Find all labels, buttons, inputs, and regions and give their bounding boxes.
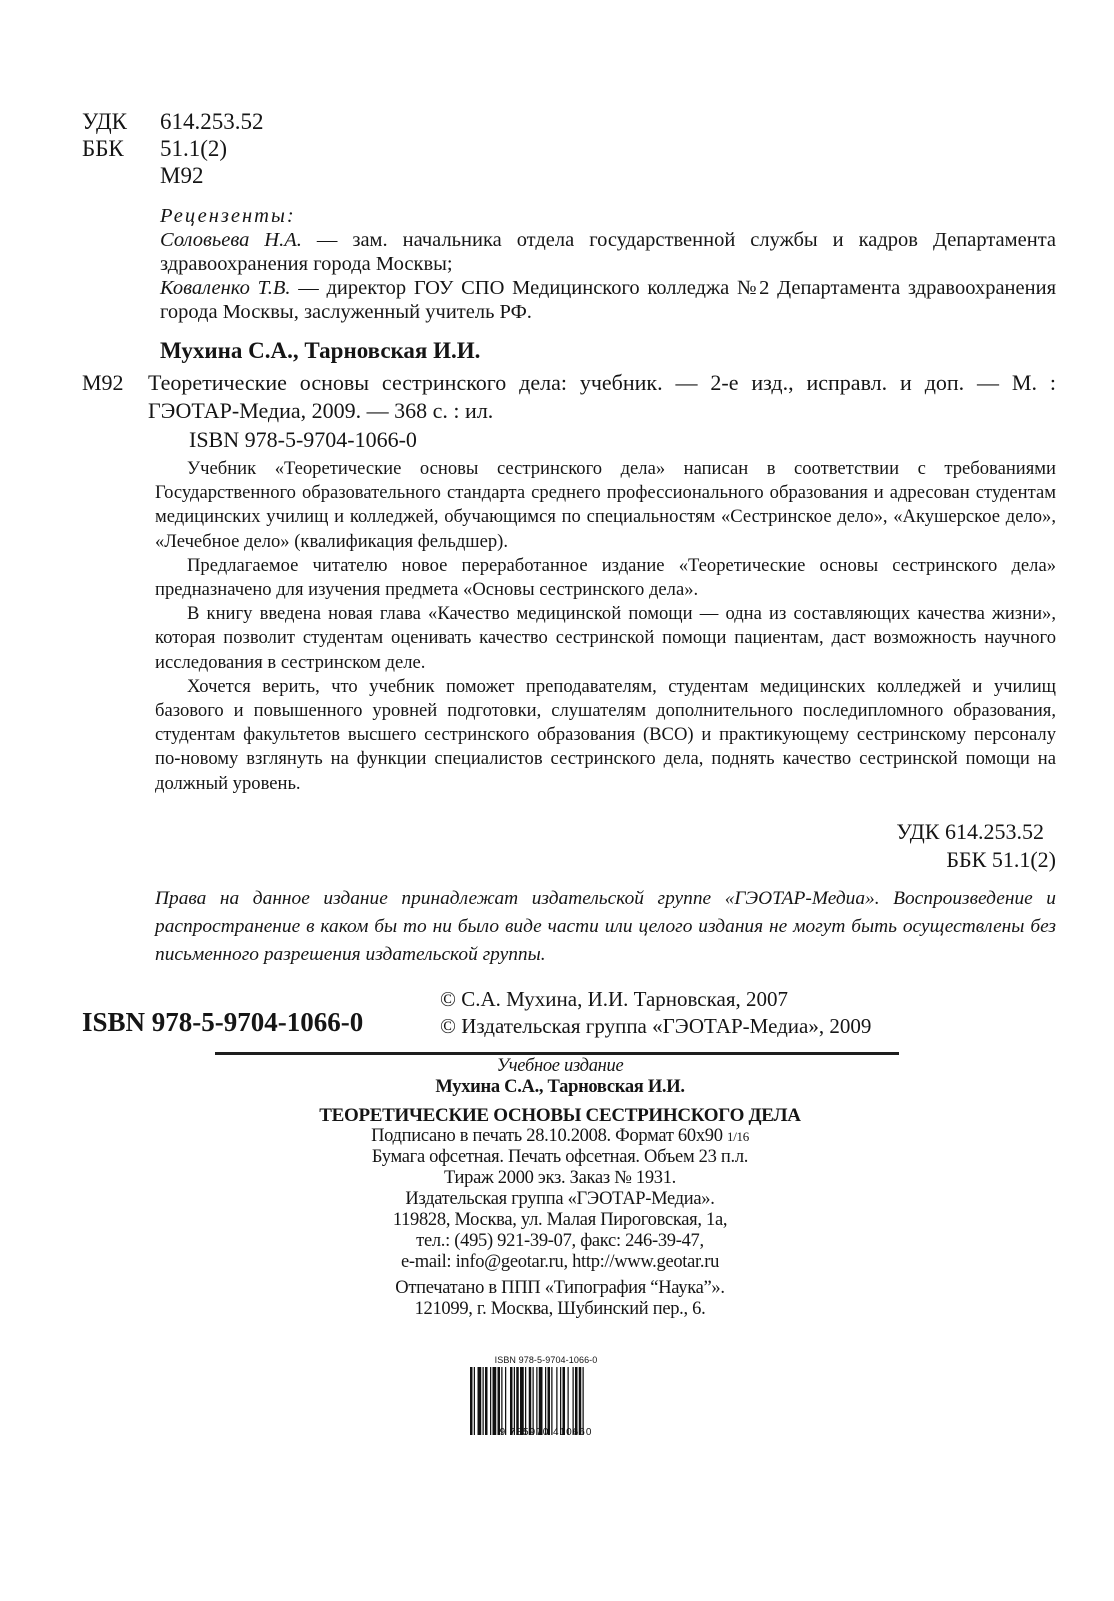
reviewer-name: Соловьева Н.А.	[160, 229, 302, 251]
reviewer-description: — зам. начальника отдела государственной службы и кадров Департамента здравоохранения города Москвы;	[160, 229, 1056, 275]
barcode-bar	[579, 1367, 582, 1435]
barcode-bar	[575, 1367, 578, 1435]
copyright-block	[440, 986, 871, 1040]
divider-line	[215, 1052, 899, 1055]
barcode-bar	[539, 1367, 543, 1435]
isbn-barcode	[468, 1355, 624, 1451]
publisher-name: Издательская группа «ГЭОТАР-Медиа».	[405, 1189, 715, 1209]
bbk-label: ББК	[82, 136, 124, 161]
barcode-isbn-text: ISBN 978-5-9704-1066-0	[494, 1355, 598, 1365]
colophon	[260, 1056, 860, 1320]
barcode-bar	[548, 1367, 551, 1435]
copyright-authors: © С.А. Мухина, И.И. Тарновская, 2007	[440, 987, 788, 1011]
format-fraction: 1/16	[727, 1129, 749, 1144]
rights-notice: Права на данное издание принадлежат издательской группе «ГЭОТАР-Медиа». Воспроизведение и распространение в каком бы то ни было виде части или целого издания не могут быть осуществлены без письменного разрешения издательской группы.	[155, 888, 1056, 965]
barcode-number: 9 785970 410660	[499, 1427, 593, 1438]
barcode-bar	[514, 1367, 515, 1435]
biblio-isbn: ISBN 978-5-9704-1066-0	[189, 427, 417, 452]
authors-heading: Мухина С.А., Тарновская И.И.	[160, 338, 481, 363]
biblio-author-mark: М92	[82, 370, 124, 395]
classification-codes	[82, 108, 264, 189]
barcode-bar	[583, 1367, 584, 1435]
barcode-image	[468, 1365, 624, 1451]
reviewers-block	[160, 204, 1056, 324]
reviewers-title: Рецензенты:	[160, 205, 296, 227]
print-run: Тираж 2000 экз. Заказ № 1931.	[443, 1168, 676, 1188]
barcode-bar	[560, 1367, 561, 1435]
publisher-phones: тел.: (495) 921-39-07, факс: 246-39-47,	[416, 1231, 704, 1251]
barcode-bar	[573, 1367, 574, 1435]
reviewer-name: Коваленко Т.В.	[160, 277, 291, 299]
bbk-row	[82, 135, 264, 162]
biblio-description: Теоретические основы сестринского дела: учебник. — 2-е изд., исправл. и доп. — М. : ГЭОТАР-Медиа, 2009. — 368 с. : ил.	[148, 370, 1056, 423]
bbk-value: 51.1(2)	[160, 136, 228, 161]
printed-at: Отпечатано в ППП «Типография “Наука”».	[395, 1278, 725, 1298]
barcode-bar	[483, 1367, 484, 1435]
barcode-bar	[510, 1367, 513, 1435]
colophon-authors: Мухина С.А., Тарновская И.И.	[435, 1077, 685, 1097]
barcode-bar	[525, 1367, 526, 1435]
barcode-bar	[478, 1367, 482, 1435]
signed-text: Подписано в печать 28.10.2008. Формат 60х90	[371, 1126, 728, 1146]
barcode-bar	[536, 1367, 537, 1435]
annotation	[155, 457, 1056, 796]
udk-row	[82, 108, 264, 135]
annotation-paragraph: Хочется верить, что учебник поможет преподавателям, студентам медицинских колледжей и училищ базового и повышенного уровней подготовки, слушателям дополнительного последипломного образования, студентам факультетов высшего сестринского образования (ВСО) и практикующему сестринскому персоналу по-новому взглянуть на функции специалистов сестринского дела, поднять качество сестринской помощи на должный уровень.	[155, 675, 1056, 794]
printer-address: 121099, г. Москва, Шубинский пер., 6.	[414, 1299, 706, 1319]
barcode-bar	[490, 1367, 491, 1435]
barcode-bar	[520, 1367, 524, 1435]
paper-info: Бумага офсетная. Печать офсетная. Объем 23 п.л.	[371, 1147, 749, 1167]
barcode-bar	[474, 1367, 475, 1435]
barcode-bar	[505, 1367, 506, 1435]
author-mark: М92	[160, 163, 204, 188]
udk-label: УДК	[82, 109, 127, 134]
barcode-bar	[529, 1367, 532, 1435]
barcode-bar	[568, 1367, 569, 1435]
annotation-paragraph: Учебник «Теоретические основы сестринского дела» написан в соответствии с требованиями Государственного образовательного стандарта среднего профессионального образования и адресован студентам медицинских училищ и колледжей, обучающимся по специальностям «Сестринское дело», «Акушерское дело», «Лечебное дело» (квалификация фельдшер).	[155, 458, 1056, 552]
barcode-bar	[545, 1367, 546, 1435]
barcode-bar	[485, 1367, 488, 1435]
barcode-bar	[516, 1367, 519, 1435]
publisher-contacts: e-mail: info@geotar.ru, http://www.geotar.ru	[400, 1252, 720, 1272]
reviewer-entry	[160, 228, 1056, 276]
publisher-address: 119828, Москва, ул. Малая Пироговская, 1а,	[392, 1210, 728, 1230]
udk-value: 614.253.52	[160, 109, 264, 134]
edition-kind: Учебное издание	[496, 1056, 624, 1076]
bibliographic-record	[82, 369, 1056, 452]
reviewer-entry	[160, 276, 1056, 324]
copyright-publisher: © Издательская группа «ГЭОТАР-Медиа», 2009	[440, 1014, 872, 1038]
barcode-bar	[563, 1367, 566, 1435]
isbn-main: ISBN 978-5-9704-1066-0	[82, 1007, 364, 1037]
classification-repeat	[896, 818, 1056, 874]
annotation-paragraph: Предлагаемое читателю новое переработанное издание «Теоретические основы сестринского дела» предназначено для изучения предмета «Основы сестринского дела».	[155, 554, 1056, 601]
annotation-paragraph: В книгу введена новая глава «Качество медицинской помощи — одна из составляющих качества жизни», которая позволит студентам оценивать качество сестринской помощи пациентам, даст возможность научного исследования в сестринском деле.	[155, 603, 1056, 673]
reviewer-description: — директор ГОУ СПО Медицинского колледжа №2 Департамента здравоохранения города Москвы, заслуженный учитель РФ.	[160, 277, 1056, 323]
udk-repeat: УДК 614.253.52	[896, 819, 1044, 844]
barcode-bar	[556, 1367, 557, 1435]
barcode-bar	[470, 1367, 473, 1435]
barcode-bar	[493, 1367, 497, 1435]
bbk-repeat: ББК 51.1(2)	[946, 847, 1056, 872]
barcode-bar	[501, 1367, 502, 1435]
barcode-bar	[533, 1367, 534, 1435]
barcode-bar	[551, 1367, 552, 1435]
book-title: ТЕОРЕТИЧЕСКИЕ ОСНОВЫ СЕСТРИНСКОГО ДЕЛА	[319, 1105, 801, 1126]
barcode-bar	[498, 1367, 501, 1435]
signed-to-print	[260, 1126, 860, 1147]
